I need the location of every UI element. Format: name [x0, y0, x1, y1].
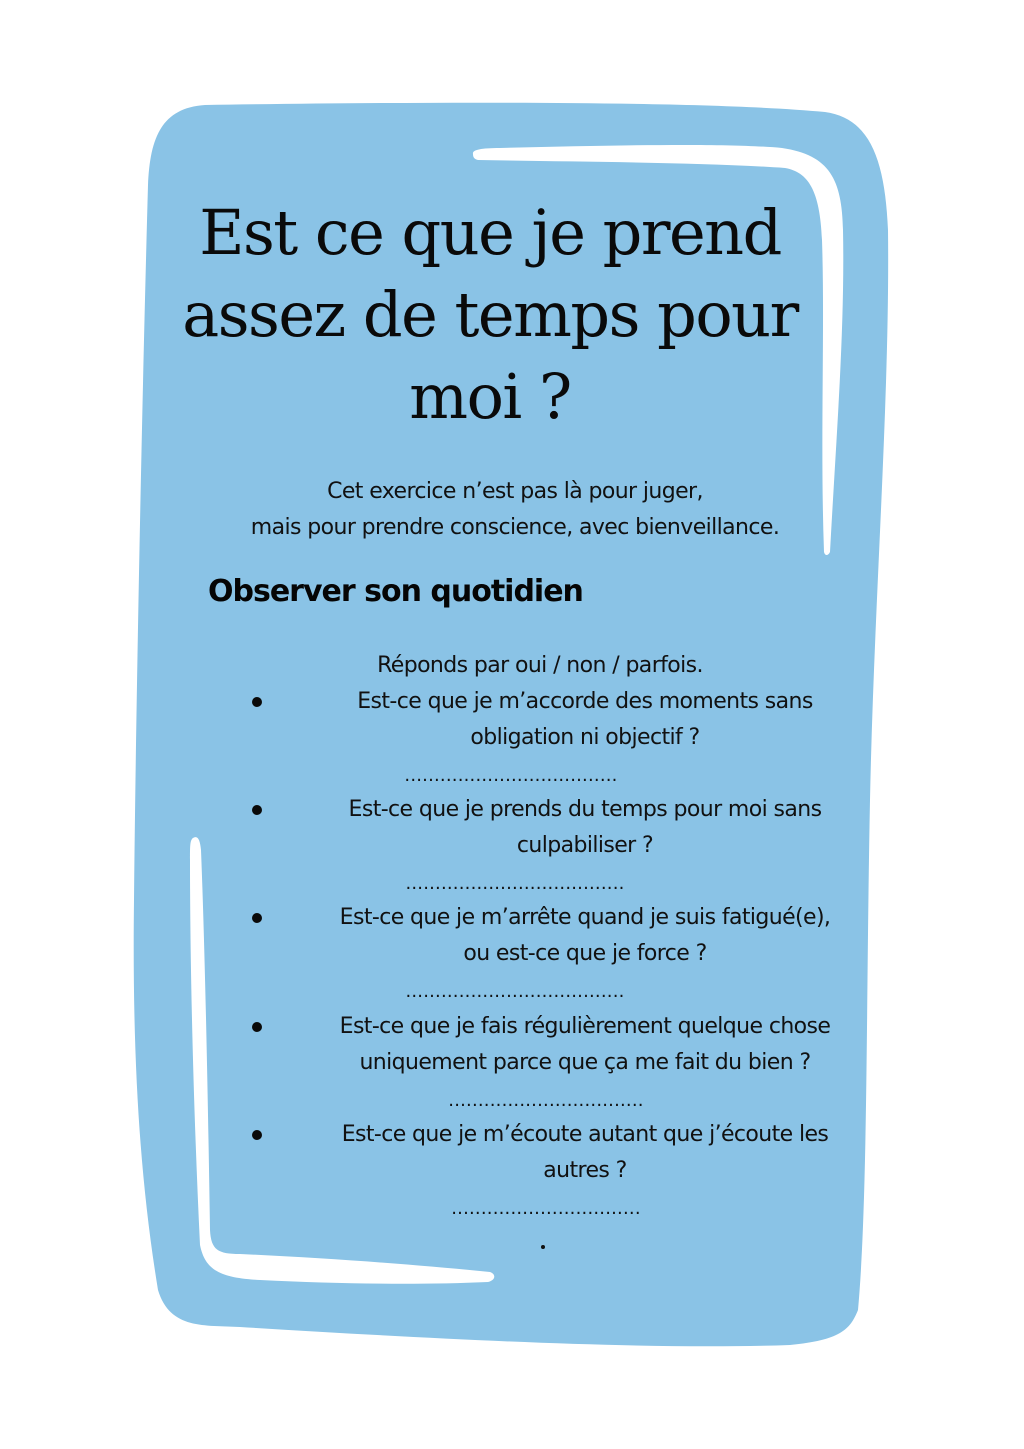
bullet-dot-icon: [250, 900, 264, 936]
answer-line[interactable]: .....................................: [405, 982, 625, 1002]
question-line: autres ?: [543, 1158, 627, 1183]
answer-line[interactable]: .................................: [448, 1091, 644, 1111]
instructions-text: Réponds par oui / non / parfois.: [377, 653, 703, 678]
question-text: [280, 1009, 890, 1081]
question-line: obligation ni objectif ?: [470, 725, 700, 750]
answer-line[interactable]: ....................................: [404, 766, 618, 786]
bullet-dot-icon: [250, 792, 264, 828]
question-line: Est-ce que je fais régulièrement quelque chose: [339, 1014, 831, 1039]
intro-text: [190, 474, 840, 546]
question-text: [280, 684, 890, 756]
question-line: Est-ce que je m’écoute autant que j’écoute les: [341, 1122, 829, 1147]
question-line: ou est-ce que je force ?: [463, 941, 707, 966]
trailing-dot: [541, 1245, 545, 1249]
intro-line: mais pour prendre conscience, avec bienveillance.: [250, 515, 780, 540]
title-line: Est ce que je prend: [199, 196, 781, 269]
bullet-dot-icon: [250, 1009, 264, 1045]
bullet-dot-icon: [250, 1117, 264, 1153]
bullet-dot-icon: [250, 684, 264, 720]
intro-line: Cet exercice n’est pas là pour juger,: [327, 479, 703, 504]
question-line: Est-ce que je m’arrête quand je suis fatigué(e),: [339, 905, 831, 930]
question-line: Est-ce que je prends du temps pour moi sans: [348, 797, 822, 822]
title-line: assez de temps pour: [182, 278, 798, 351]
question-line: Est-ce que je m’accorde des moments sans: [357, 689, 813, 714]
page-title: [180, 192, 800, 438]
section-title: Observer son quotidien: [208, 574, 583, 609]
question-text: [280, 1117, 890, 1189]
title-line: moi ?: [409, 360, 571, 433]
answer-line[interactable]: .....................................: [405, 874, 625, 894]
question-text: [280, 792, 890, 864]
answer-line[interactable]: ................................: [451, 1199, 641, 1219]
question-text: [280, 900, 890, 972]
question-line: uniquement parce que ça me fait du bien ?: [359, 1050, 811, 1075]
question-line: culpabiliser ?: [516, 833, 654, 858]
